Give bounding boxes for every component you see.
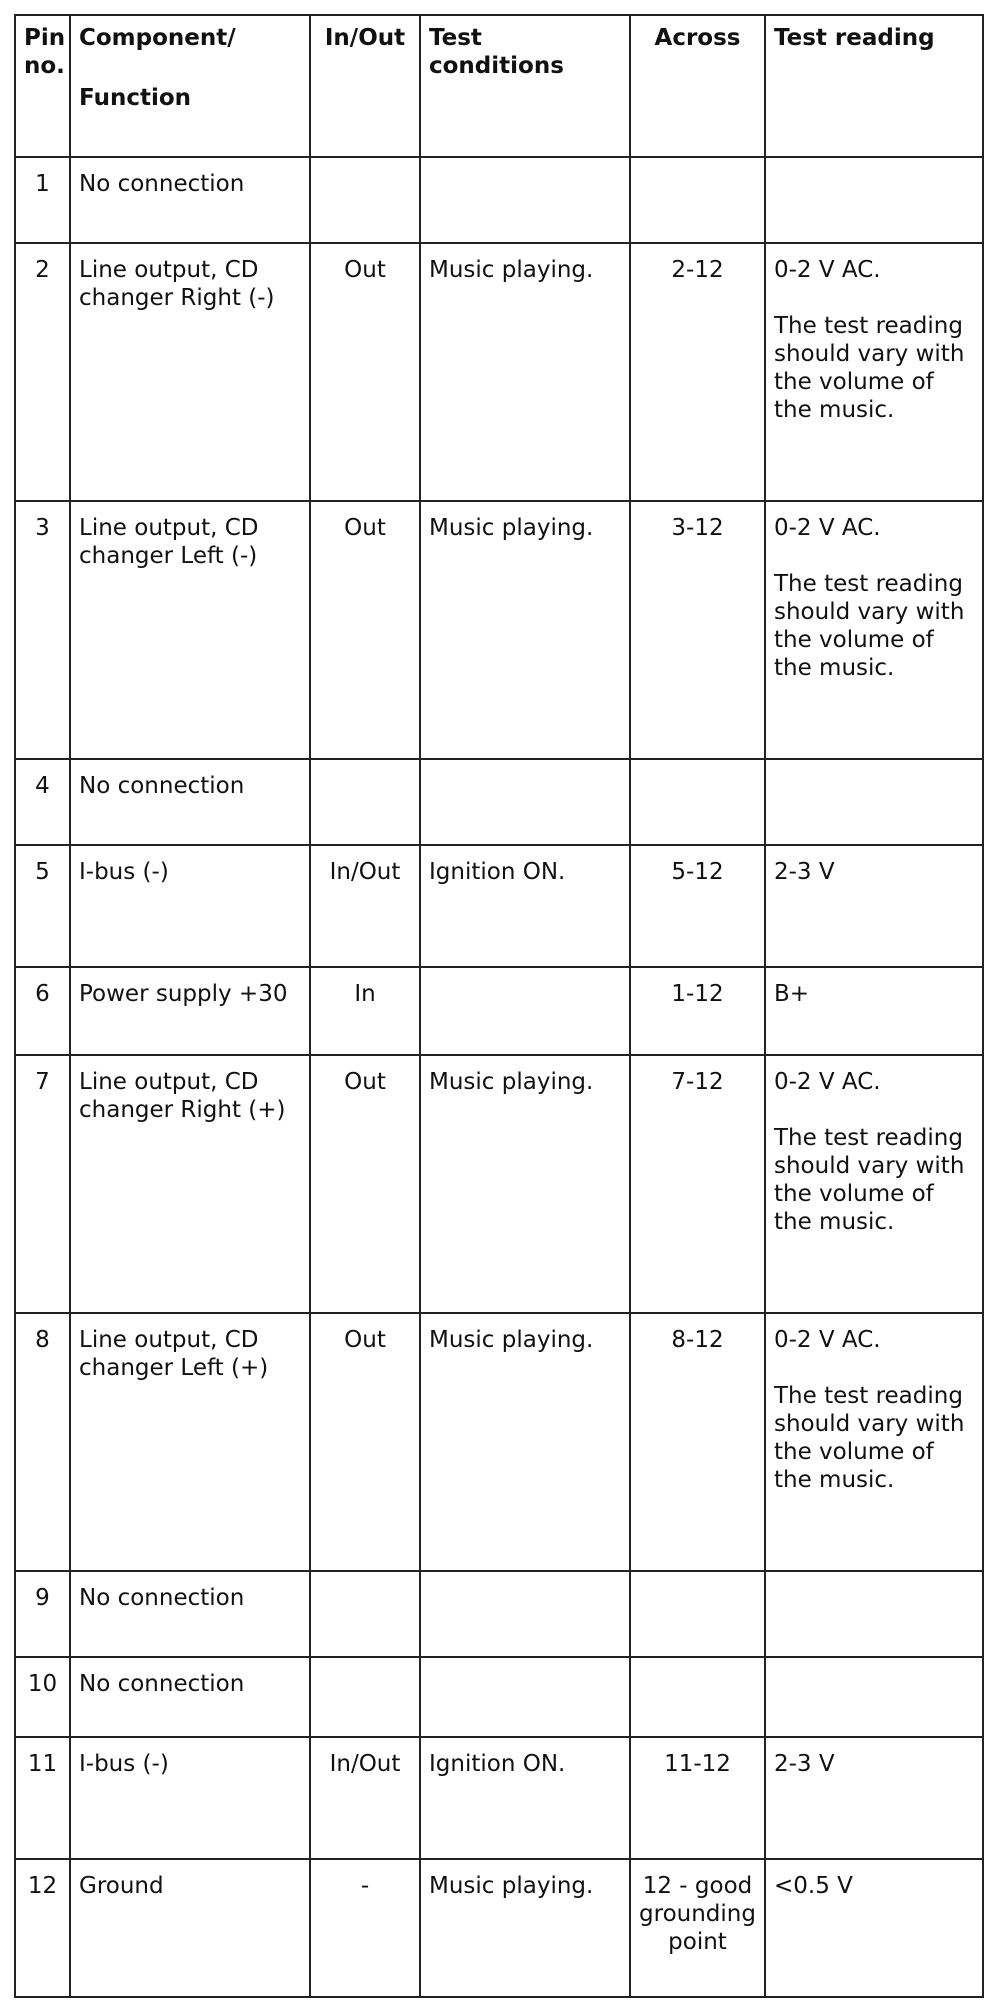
cell-component: No connection: [70, 1657, 310, 1737]
cell-conditions: Music playing.: [420, 501, 630, 759]
reading-note: The test reading should vary with the volume of the music.: [774, 571, 965, 681]
cell-component: No connection: [70, 759, 310, 845]
cell-inout: In: [310, 967, 420, 1055]
cell-conditions: [420, 1657, 630, 1737]
cell-reading: [765, 1571, 983, 1657]
cell-conditions: Music playing.: [420, 1055, 630, 1313]
cell-inout: [310, 1657, 420, 1737]
cell-reading: [765, 243, 983, 501]
cell-component: No connection: [70, 157, 310, 243]
header-pin: [15, 15, 70, 157]
cell-across: 3-12: [630, 501, 765, 759]
reading-value: 2-3 V: [774, 859, 835, 885]
cell-reading: [765, 1737, 983, 1859]
cell-reading: [765, 1313, 983, 1571]
cell-pin: 2: [15, 243, 70, 501]
cell-across: [630, 759, 765, 845]
table-row: [15, 157, 983, 243]
header-inout: In/Out: [310, 15, 420, 157]
cell-pin: 12: [15, 1859, 70, 1997]
cell-pin: 11: [15, 1737, 70, 1859]
header-component-line2: Function: [79, 85, 192, 111]
reading-note: The test reading should vary with the volume of the music.: [774, 1125, 965, 1235]
cell-pin: 3: [15, 501, 70, 759]
pin-table: [14, 14, 984, 1998]
cell-across: 8-12: [630, 1313, 765, 1571]
cell-component: I-bus (-): [70, 1737, 310, 1859]
cell-pin: 9: [15, 1571, 70, 1657]
header-across: Across: [630, 15, 765, 157]
cell-across: 2-12: [630, 243, 765, 501]
header-pin-line1: Pin: [24, 25, 66, 51]
cell-pin: 4: [15, 759, 70, 845]
header-reading: Test reading: [765, 15, 983, 157]
cell-conditions: [420, 759, 630, 845]
cell-pin: 7: [15, 1055, 70, 1313]
cell-across: 5-12: [630, 845, 765, 967]
reading-value: <0.5 V: [774, 1873, 853, 1899]
table-body: [15, 157, 983, 1997]
cell-pin: 5: [15, 845, 70, 967]
cell-component: Line output, CD changer Left (+): [70, 1313, 310, 1571]
cell-conditions: Music playing.: [420, 243, 630, 501]
table-row: [15, 1657, 983, 1737]
cell-pin: 8: [15, 1313, 70, 1571]
cell-reading: [765, 501, 983, 759]
cell-conditions: [420, 967, 630, 1055]
table-row: [15, 1313, 983, 1571]
cell-conditions: Ignition ON.: [420, 845, 630, 967]
cell-conditions: Ignition ON.: [420, 1737, 630, 1859]
header-row: [15, 15, 983, 157]
cell-across: [630, 1571, 765, 1657]
cell-across: 1-12: [630, 967, 765, 1055]
cell-inout: [310, 759, 420, 845]
cell-reading: [765, 967, 983, 1055]
cell-conditions: [420, 157, 630, 243]
header-conditions-line1: Test: [429, 25, 482, 51]
cell-reading: [765, 1859, 983, 1997]
cell-conditions: [420, 1571, 630, 1657]
cell-inout: Out: [310, 501, 420, 759]
reading-note: The test reading should vary with the volume of the music.: [774, 1383, 965, 1493]
cell-inout: In/Out: [310, 845, 420, 967]
cell-component: Line output, CD changer Right (+): [70, 1055, 310, 1313]
table-row: [15, 1055, 983, 1313]
table-row: [15, 759, 983, 845]
header-component-line1: Component/: [79, 25, 236, 51]
header-conditions-line2: conditions: [429, 53, 564, 79]
cell-reading: [765, 157, 983, 243]
cell-component: I-bus (-): [70, 845, 310, 967]
cell-inout: Out: [310, 1055, 420, 1313]
table-row: [15, 1571, 983, 1657]
reading-value: 0-2 V AC.: [774, 1069, 881, 1095]
cell-inout: -: [310, 1859, 420, 1997]
cell-pin: 6: [15, 967, 70, 1055]
table-row: [15, 845, 983, 967]
cell-reading: [765, 1657, 983, 1737]
cell-reading: [765, 845, 983, 967]
cell-inout: [310, 157, 420, 243]
cell-across: [630, 1657, 765, 1737]
cell-component: Line output, CD changer Right (-): [70, 243, 310, 501]
table-row: [15, 501, 983, 759]
cell-across: [630, 157, 765, 243]
cell-across: 12 - good grounding point: [630, 1859, 765, 1997]
reading-value: 0-2 V AC.: [774, 257, 881, 283]
cell-across: 7-12: [630, 1055, 765, 1313]
cell-conditions: Music playing.: [420, 1859, 630, 1997]
cell-reading: [765, 1055, 983, 1313]
cell-component: Line output, CD changer Left (-): [70, 501, 310, 759]
table-row: [15, 1737, 983, 1859]
reading-value: 0-2 V AC.: [774, 515, 881, 541]
reading-value: 0-2 V AC.: [774, 1327, 881, 1353]
header-conditions: [420, 15, 630, 157]
cell-inout: Out: [310, 243, 420, 501]
cell-inout: Out: [310, 1313, 420, 1571]
cell-pin: 10: [15, 1657, 70, 1737]
header-component: [70, 15, 310, 157]
cell-across: 11-12: [630, 1737, 765, 1859]
table-row: [15, 243, 983, 501]
cell-inout: In/Out: [310, 1737, 420, 1859]
cell-component: Power supply +30: [70, 967, 310, 1055]
reading-value: B+: [774, 981, 810, 1007]
table-row: [15, 1859, 983, 1997]
cell-component: Ground: [70, 1859, 310, 1997]
header-pin-line2: no.: [24, 53, 65, 79]
reading-value: 2-3 V: [774, 1751, 835, 1777]
cell-reading: [765, 759, 983, 845]
cell-conditions: Music playing.: [420, 1313, 630, 1571]
cell-pin: 1: [15, 157, 70, 243]
reading-note: The test reading should vary with the volume of the music.: [774, 313, 965, 423]
cell-component: No connection: [70, 1571, 310, 1657]
table-row: [15, 967, 983, 1055]
cell-inout: [310, 1571, 420, 1657]
